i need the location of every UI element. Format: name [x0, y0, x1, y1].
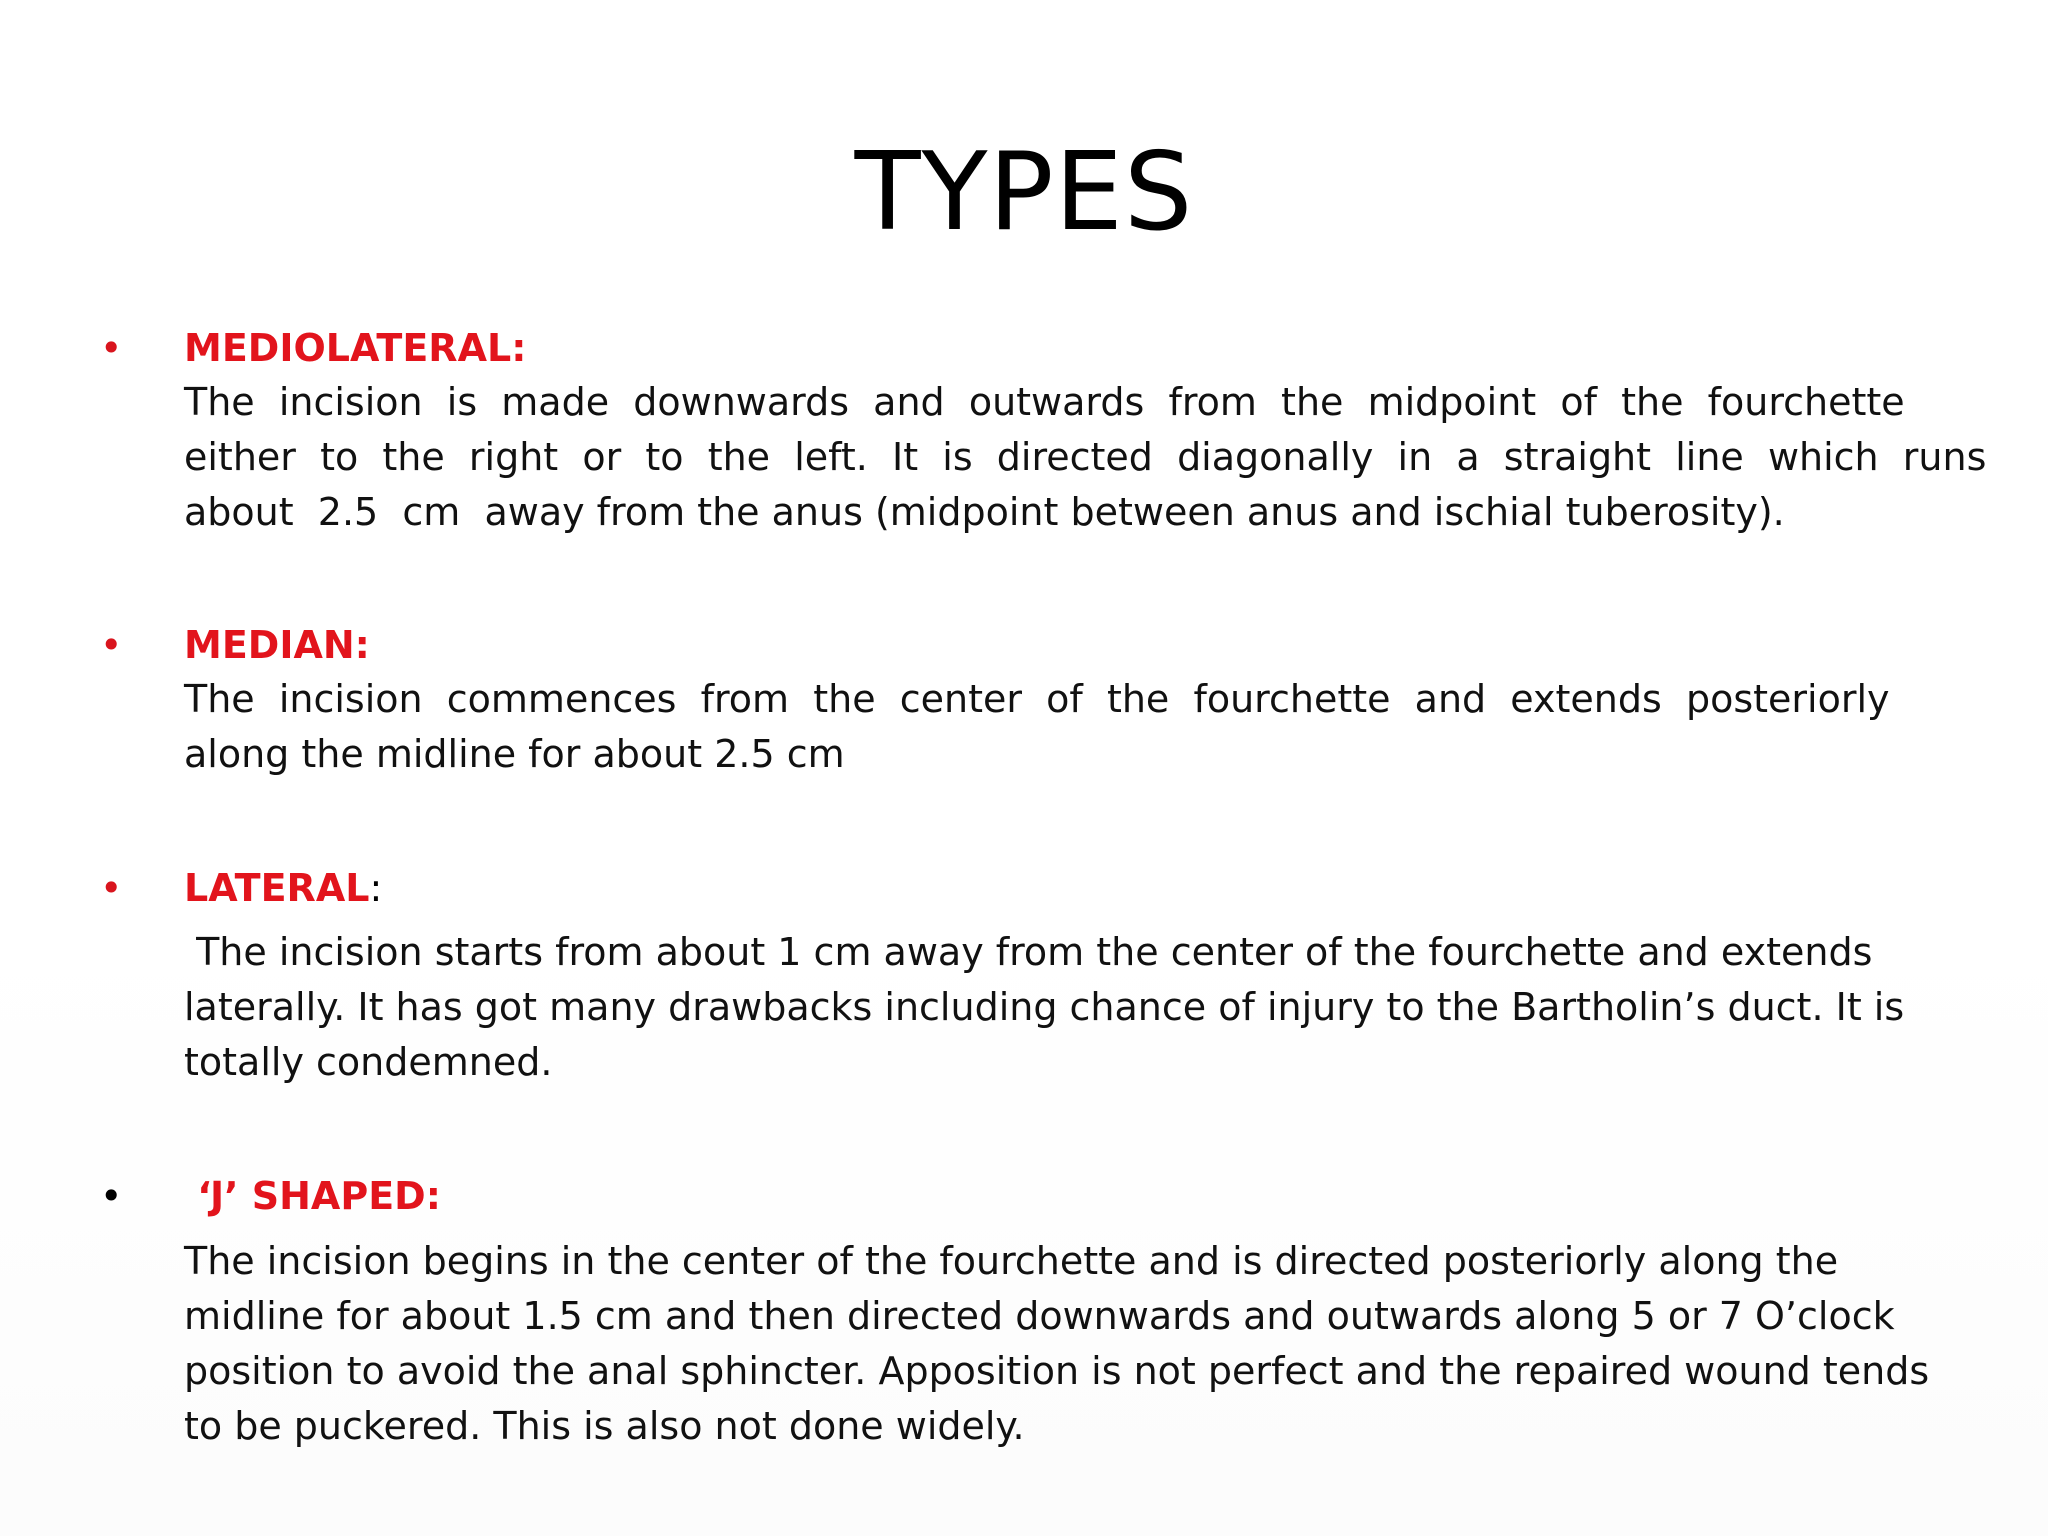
text-line: position to avoid the anal sphincter. Apposition is not perfect and the repaired wound tends — [184, 1349, 1930, 1393]
heading-mediolateral: MEDIOLATERAL: — [184, 326, 527, 370]
bullet-median: • — [100, 623, 123, 667]
text-line: laterally. It has got many drawbacks including chance of injury to the Bartholin’s duct. It is — [184, 985, 1905, 1029]
slide-title: TYPES — [854, 130, 1194, 255]
bullet-mediolateral: • — [100, 326, 123, 370]
text-line: totally condemned. — [184, 1040, 553, 1084]
paragraph-median — [184, 672, 1904, 782]
heading-median: MEDIAN: — [184, 623, 370, 667]
heading-j-shaped: ‘J’ SHAPED: — [184, 1174, 441, 1218]
text-line: The incision begins in the center of the fourchette and is directed posteriorly along the — [184, 1239, 1839, 1283]
bullet-lateral: • — [100, 866, 123, 910]
heading-lateral — [184, 860, 382, 916]
text-line: midline for about 1.5 cm and then directed downwards and outwards along 5 or 7 O’clock — [184, 1294, 1895, 1338]
text-line: The incision commences from the center of the fourchette and extends posteriorly — [184, 677, 1890, 721]
bullet-j-shaped: • — [100, 1174, 123, 1218]
text-line: The incision is made downwards and outwards from the midpoint of the fourchette — [184, 380, 1905, 424]
paragraph-mediolateral — [184, 375, 1987, 540]
paragraph-j-shaped — [184, 1234, 1930, 1454]
text-line: about 2.5 cm away from the anus (midpoint between anus and ischial tuberosity). — [184, 490, 1785, 534]
heading-lateral-colon: : — [369, 866, 383, 910]
paragraph-lateral — [184, 925, 1904, 1090]
text-line: either to the right or to the left. It is directed diagonally in a straight line which runs — [184, 435, 1987, 479]
text-line: The incision starts from about 1 cm away from the center of the fourchette and extends — [184, 930, 1873, 974]
text-line: along the midline for about 2.5 cm — [184, 732, 845, 776]
text-line: to be puckered. This is also not done widely. — [184, 1404, 1025, 1448]
heading-lateral-text: LATERAL — [184, 866, 370, 910]
